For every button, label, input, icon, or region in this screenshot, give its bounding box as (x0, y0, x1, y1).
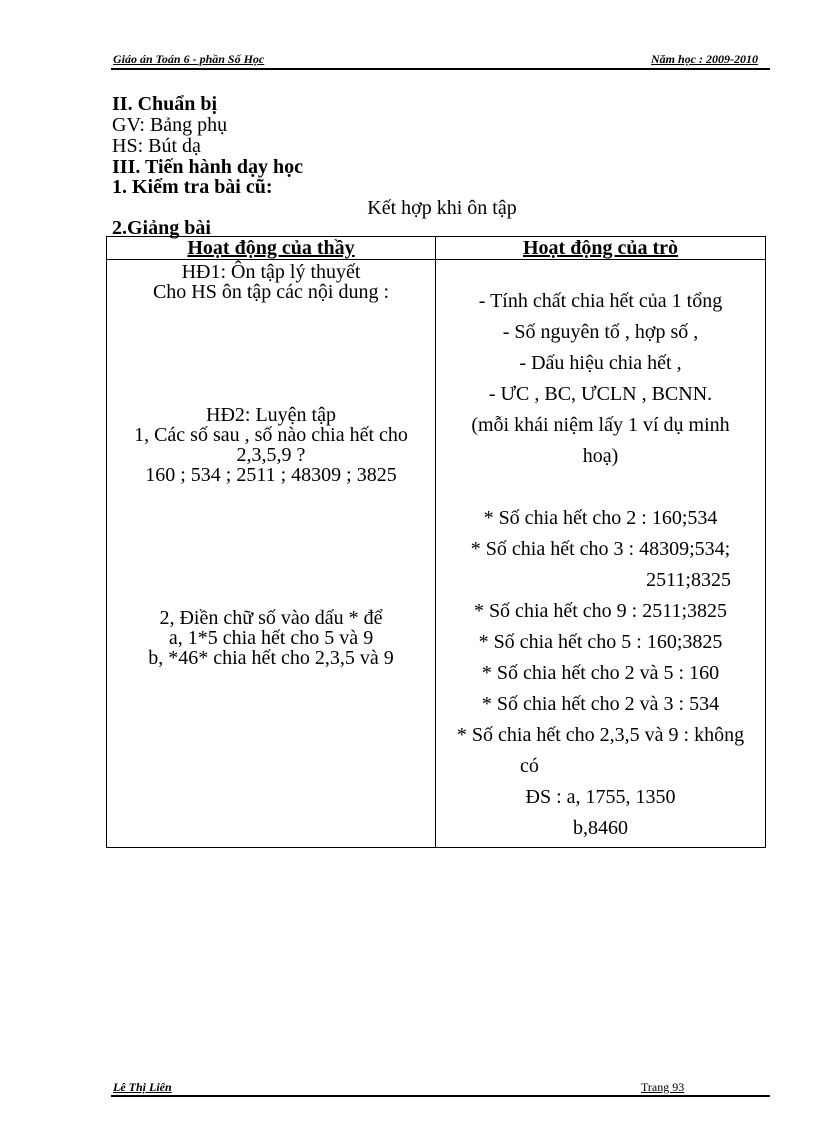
page-footer (111, 1080, 770, 1097)
q1-line1: 1, Các số sau , số nào chia hết cho (134, 424, 408, 446)
hd2-title: HĐ2: Luyện tập (206, 404, 336, 426)
q2-b: b, *46* chia hết cho 2,3,5 và 9 (148, 647, 394, 669)
answer-div3: * Số chia hết cho 3 : 48309;534; (470, 538, 731, 560)
table-row (107, 260, 766, 848)
answer-div2-3: * Số chia hết cho 2 và 3 : 534 (481, 693, 720, 715)
section-conduct-title: III. Tiến hành dạy học (112, 156, 304, 178)
check-note: Kết hợp khi ôn tập (367, 197, 517, 219)
student-theory-1: - Tính chất chia hết của 1 tổng (478, 290, 723, 312)
answer-div2-5: * Số chia hết cho 2 và 5 : 160 (481, 662, 720, 684)
hd1-text: Cho HS ôn tập các nội dung : (152, 281, 390, 303)
q1-line2: 2,3,5,9 ? (236, 444, 306, 466)
student-theory-5: (mỗi khái niệm lấy 1 ví dụ minh (471, 414, 730, 436)
answer-div3-cont: 2511;8325 (646, 569, 731, 591)
answer-div2359-cont: có (520, 755, 539, 777)
header-subject: Giáo án Toán 6 - phần Số Học (113, 52, 265, 66)
footer-author: Lê Thị Liên (113, 1080, 172, 1094)
answer-div2359: * Số chia hết cho 2,3,5 và 9 : không (456, 724, 745, 746)
answer-result-a: ĐS : a, 1755, 1350 (525, 786, 676, 808)
answer-div5: * Số chia hết cho 5 : 160;3825 (478, 631, 723, 653)
page-header (111, 52, 770, 70)
col-header-student: Hoạt động của trò (436, 237, 766, 260)
prep-teacher: GV: Bảng phụ (112, 114, 228, 136)
footer-page-number: Trang 93 (641, 1080, 685, 1094)
answer-div9: * Số chia hết cho 9 : 2511;3825 (473, 600, 728, 622)
student-theory-4: - ƯC , BC, ƯCLN , BCNN. (488, 383, 713, 405)
student-theory-3: - Dấu hiệu chia hết , (519, 352, 682, 374)
answer-result-b: b,8460 (573, 817, 628, 839)
header-school-year: Năm học : 2009-2010 (651, 52, 758, 66)
student-theory-6: hoạ) (582, 445, 619, 467)
student-cell (436, 260, 766, 848)
activity-table (106, 236, 766, 848)
student-theory-2: - Số nguyên tố , hợp số , (502, 321, 699, 343)
prep-student: HS: Bút dạ (112, 135, 201, 157)
col-header-teacher: Hoạt động của thầy (107, 237, 436, 260)
teacher-cell (107, 260, 436, 848)
table-header-row (107, 237, 766, 260)
q2-a: a, 1*5 chia hết cho 5 và 9 (168, 627, 374, 649)
section-prep-title: II. Chuẩn bị (112, 93, 218, 115)
hd1-title: HĐ1: Ôn tập lý thuyết (181, 261, 361, 283)
q2-line1: 2, Điền chữ số vào dấu * để (159, 607, 383, 629)
section-check-title: 1. Kiểm tra bài cũ: (112, 176, 273, 198)
answer-div2: * Số chia hết cho 2 : 160;534 (483, 507, 718, 529)
section-lesson-title: 2.Giảng bài (112, 217, 211, 239)
q1-numbers: 160 ; 534 ; 2511 ; 48309 ; 3825 (145, 464, 397, 486)
